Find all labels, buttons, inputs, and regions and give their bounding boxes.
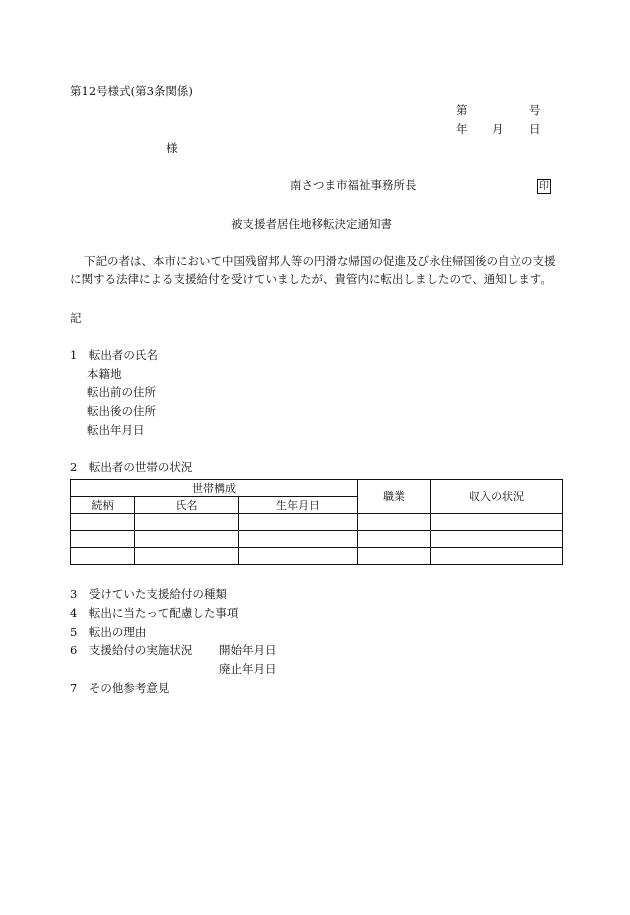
seal-mark (537, 179, 551, 194)
table-cell[interactable] (431, 531, 563, 548)
doc-number-go: 号 (529, 103, 541, 117)
table-cell[interactable] (239, 548, 358, 565)
table-cell[interactable] (135, 514, 239, 531)
relation-header: 続柄 (71, 497, 135, 514)
body-line-1: 下記の者は、本市において中国残留邦人等の円滑な帰国の促進及び永住帰国後の自立の支援 (84, 254, 556, 268)
table-cell[interactable] (71, 514, 135, 531)
seal-icon: 印 (539, 181, 549, 192)
income-header: 収入の状況 (431, 480, 563, 514)
form-number: 第12号様式(第3条関係) (70, 84, 193, 98)
issuer: 南さつま市福祉事務所長 (290, 178, 417, 192)
birthdate-header: 生年月日 (239, 497, 358, 514)
item-2-label: 2 転出者の世帯の状況 (70, 460, 193, 474)
table-row (71, 548, 563, 565)
household-composition-header: 世帯構成 (71, 480, 358, 497)
table-cell[interactable] (431, 514, 563, 531)
household-table (70, 479, 563, 565)
table-cell[interactable] (358, 531, 431, 548)
item-3-label: 3 受けていた支援給付の種類 (70, 587, 227, 601)
table-cell[interactable] (358, 548, 431, 565)
table-cell[interactable] (431, 548, 563, 565)
table-row (71, 531, 563, 548)
item-1-prev-address: 転出前の住所 (87, 385, 156, 399)
item-1-honseki: 本籍地 (87, 367, 122, 381)
table-cell[interactable] (135, 548, 239, 565)
item-1-new-address: 転出後の住所 (87, 404, 156, 418)
table-cell[interactable] (135, 531, 239, 548)
name-header: 氏名 (135, 497, 239, 514)
item-5-label: 5 転出の理由 (70, 625, 147, 639)
addressee-suffix: 様 (166, 141, 178, 155)
date-month: 月 (492, 122, 504, 136)
item-6-end-date: 廃止年月日 (219, 662, 277, 676)
doc-number-dai: 第 (456, 103, 468, 117)
table-row (71, 514, 563, 531)
item-7-label: 7 その他参考意見 (70, 681, 170, 695)
ki-heading: 記 (70, 311, 82, 325)
table-cell[interactable] (71, 531, 135, 548)
date-year: 年 (456, 122, 468, 136)
date-day: 日 (529, 122, 541, 136)
table-cell[interactable] (71, 548, 135, 565)
item-6-start-date: 開始年月日 (219, 643, 277, 657)
body-line-2: に関する法律による支援給付を受けていましたが、貴管内に転出しましたので、通知します。 (70, 272, 552, 286)
item-1-label: 1 転出者の氏名 (70, 348, 158, 362)
item-6-label: 6 支援給付の実施状況 (70, 643, 193, 657)
table-cell[interactable] (358, 514, 431, 531)
item-4-label: 4 転出に当たって配慮した事項 (70, 606, 239, 620)
table-cell[interactable] (239, 531, 358, 548)
table-cell[interactable] (239, 514, 358, 531)
document-title: 被支援者居住地移転決定通知書 (231, 217, 392, 231)
occupation-header: 職業 (358, 480, 431, 514)
table-header-row (71, 480, 563, 497)
item-1-move-date: 転出年月日 (87, 423, 145, 437)
